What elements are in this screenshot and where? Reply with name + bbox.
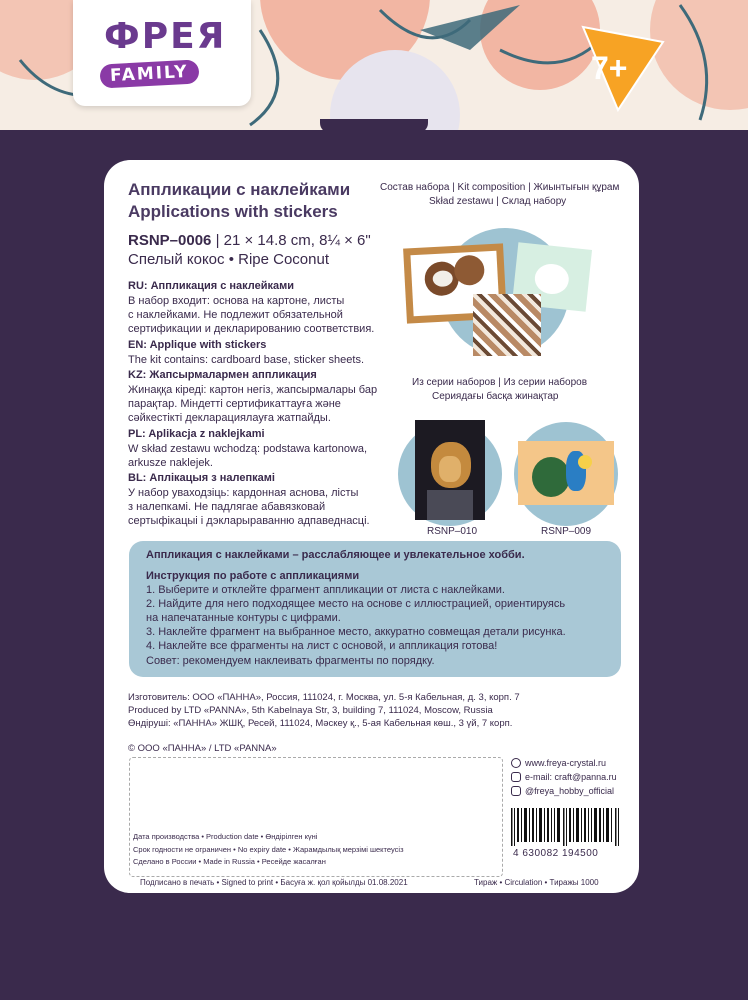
section-heading: PL: Aplikacja z naklejkami xyxy=(128,428,265,440)
kit-sticker-sheet-image xyxy=(473,294,541,356)
series-subtitle: Сериядағы басқа жинақтар xyxy=(432,391,559,402)
section-heading: RU: Аппликация с наклейками xyxy=(128,280,295,292)
barcode-number: 4 630082 194500 xyxy=(513,848,599,859)
section-heading: EN: Applique with stickers xyxy=(128,339,267,351)
instruction-subtitle: Инструкция по работе с аппликациями xyxy=(146,570,360,582)
instruction-line: на напечатанные контуры с цифрами. xyxy=(146,612,341,624)
series-item-sku: RSNP–010 xyxy=(427,526,478,537)
copyright: © ООО «ПАННА» / LTD «PANNA» xyxy=(128,743,277,754)
section-text: У набор уваходзіць: кардонная аснова, лісты xyxy=(128,487,359,499)
mail-icon xyxy=(511,772,521,782)
product-sku-line xyxy=(128,232,371,249)
instagram-icon xyxy=(511,786,521,796)
lion-kit-image xyxy=(415,420,485,520)
circulation: Тираж • Circulation • Тиражы 1000 xyxy=(474,878,599,887)
website: www.freya-crystal.ru xyxy=(525,758,607,768)
expiry-label: Срок годности не ограничен • No expiry date • Жарамдылық мерзімі шектеусіз xyxy=(133,845,404,854)
series-title: Из серии наборов | Из серии наборов xyxy=(412,377,588,388)
manufacturer-line: Изготовитель: ООО «ПАННА», Россия, 111024, г. Москва, ул. 5-я Кабельная, д. 3, корп. 7 xyxy=(128,692,520,703)
kit-composition-subtitle: Skład zestawu | Склад набору xyxy=(429,196,567,207)
instruction-line: 3. Наклейте фрагмент на выбранное место, аккуратно совмещая детали рисунка. xyxy=(146,626,566,638)
production-date-label: Дата производства • Production date • Өндірілген күні xyxy=(133,832,318,841)
instruction-line: 1. Выберите и отклейте фрагмент аппликации от листа с наклейками. xyxy=(146,584,505,596)
instruction-title: Аппликация с наклейками – расслабляющее и увлекательное хобби. xyxy=(146,549,525,561)
section-heading: KZ: Жапсырмалармен аппликация xyxy=(128,369,317,381)
instruction-line: 2. Найдите для него подходящее место на основе с иллюстрацией, ориентируясь xyxy=(146,598,566,610)
section-text: W skład zestawu wchodzą: podstawa kartonowa, xyxy=(128,443,368,455)
section-text: с наклейками. Не подлежит обязательной xyxy=(128,309,343,321)
age-badge: 7+ xyxy=(591,50,628,86)
product-name: Спелый кокос • Ripe Coconut xyxy=(128,251,329,268)
brand-logo: ФРЕЯ xyxy=(104,16,227,57)
email: e-mail: craft@panna.ru xyxy=(525,772,617,782)
section-text: Жинаққа кіреді: картон негіз, жапсырмалары бар xyxy=(128,384,378,396)
section-text: сертыфікацыі і дэкларыраванню адпаведнасці. xyxy=(128,515,370,527)
instruction-line: 4. Наклейте все фрагменты на лист с основой, и аппликация готова! xyxy=(146,640,498,652)
instagram-handle: @freya_hobby_official xyxy=(525,786,615,796)
parrot-kit-image xyxy=(518,441,614,505)
section-text: The kit contains: cardboard base, sticker sheets. xyxy=(128,354,365,366)
product-size: | 21 × 14.8 cm, 8¼ × 6" xyxy=(215,232,371,249)
section-heading: BL: Аплікацыя з налепкамі xyxy=(128,472,275,484)
product-sku: RSNP–0006 xyxy=(128,232,212,249)
globe-icon xyxy=(511,758,521,768)
title-ru: Аппликации с наклейками xyxy=(128,180,351,199)
kit-composition-title: Состав набора | Kit composition | Жиынтығын құрам xyxy=(380,182,620,193)
brand-logo-sub: FAMILY xyxy=(99,59,199,88)
series-item-sku: RSNP–009 xyxy=(541,526,592,537)
title-en: Applications with stickers xyxy=(128,202,338,221)
made-in-label: Сделано в России • Made in Russia • Ресейде жасалған xyxy=(133,857,326,866)
section-text: з налепкамі. Не падлягае абавязковай xyxy=(128,501,326,513)
manufacturer-line: Өндіруші: «ПАННА» ЖШҚ, Ресей, 111024, Мәскеу қ., 5-ая Кабельная көш., 3 үй, 7 корп. xyxy=(128,718,513,729)
section-text: сертификации и декларированию соответствия. xyxy=(128,323,375,335)
section-text: arkusze naklejek. xyxy=(128,457,213,469)
section-text: парақтар. Міндетті сертификаттауға және xyxy=(128,398,341,410)
instruction-tip: Совет: рекомендуем наклеивать фрагменты по порядку. xyxy=(146,655,435,667)
section-text: сәйкестікті декларациялауға жатпайды. xyxy=(128,412,331,424)
hang-hole xyxy=(320,119,428,133)
manufacturer-line: Produced by LTD «PANNA», 5th Kabelnaya Str, 3, building 7, 111024, Moscow, Russia xyxy=(128,705,493,716)
barcode xyxy=(511,808,620,846)
section-text: В набор входит: основа на картоне, листы xyxy=(128,295,345,307)
signed-to-print: Подписано в печать • Signed to print • Басуға ж. қол қойылды 01.08.2021 xyxy=(140,878,408,887)
